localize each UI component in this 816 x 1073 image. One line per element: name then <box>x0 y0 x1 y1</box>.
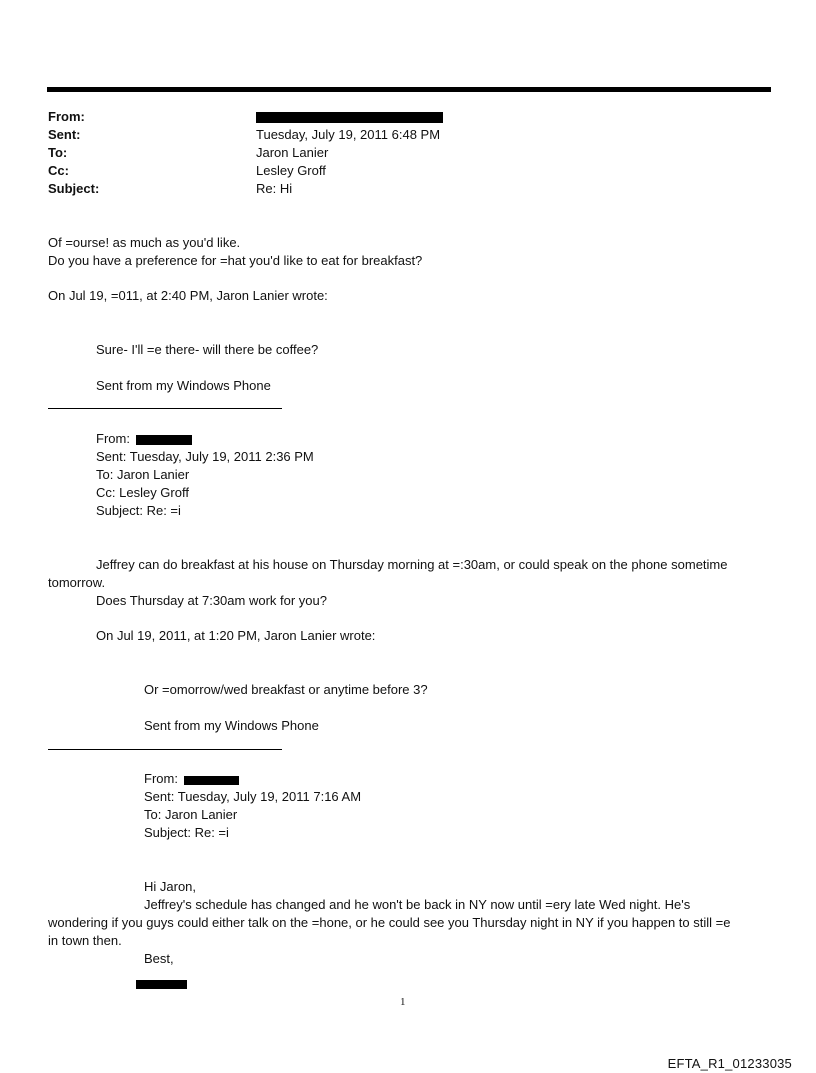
quote2-closing: Best, <box>144 951 174 966</box>
cc-label: Cc: <box>48 163 69 178</box>
separator-line <box>48 749 282 750</box>
to-label: To: <box>48 145 68 160</box>
signature-redacted <box>136 974 187 992</box>
quote1-text: Sure- I'll =e there- will there be coffee? <box>96 342 319 357</box>
quote1-from-label: From: <box>96 431 130 446</box>
body-line-2: Do you have a preference for =hat you'd like to eat for breakfast? <box>48 253 423 268</box>
from-label: From: <box>48 109 85 124</box>
quote1-cc: Cc: Lesley Groff <box>96 485 189 500</box>
separator-line <box>48 408 282 409</box>
quote1-intro: On Jul 19, =011, at 2:40 PM, Jaron Lanier wrote: <box>48 288 328 303</box>
subject-label: Subject: <box>48 181 100 196</box>
quote2-subject: Subject: Re: =i <box>144 825 229 840</box>
header-rule <box>47 87 771 92</box>
redaction-bar <box>136 435 192 445</box>
quote2-text: Or =omorrow/wed breakfast or anytime before 3? <box>144 682 428 697</box>
from-value-redacted <box>256 108 443 126</box>
quote2-para-line-b: wondering if you guys could either talk on the =hone, or he could see you Thursday night in NY if you happen to still =e <box>48 915 731 930</box>
quote1-signature: Sent from my Windows Phone <box>96 378 271 393</box>
quote2-intro: On Jul 19, 2011, at 1:20 PM, Jaron Lanier wrote: <box>96 628 376 643</box>
redaction-bar <box>256 112 443 123</box>
quote2-to: To: Jaron Lanier <box>144 807 238 822</box>
quote2-para-line-c: in town then. <box>48 933 122 948</box>
page-number: 1 <box>400 996 406 1008</box>
to-value: Jaron Lanier <box>256 145 329 160</box>
quote2-para-line-a: Jeffrey's schedule has changed and he won't be back in NY now until =ery late Wed night. He's <box>144 897 691 912</box>
quote2-from-label: From: <box>144 771 178 786</box>
quote2-sent: Sent: Tuesday, July 19, 2011 7:16 AM <box>144 789 362 804</box>
bates-number: EFTA_R1_01233035 <box>667 1056 792 1071</box>
sent-value: Tuesday, July 19, 2011 6:48 PM <box>256 127 441 142</box>
sent-label: Sent: <box>48 127 81 142</box>
quote2-signature: Sent from my Windows Phone <box>144 718 319 733</box>
redaction-bar <box>184 776 239 785</box>
quote1-from <box>96 430 192 448</box>
quote2-from <box>144 770 239 788</box>
quote1-para1-line-b: tomorrow. <box>48 575 106 590</box>
subject-value: Re: Hi <box>256 181 293 196</box>
quote1-para2: Does Thursday at 7:30am work for you? <box>96 593 327 608</box>
quote1-sent: Sent: Tuesday, July 19, 2011 2:36 PM <box>96 449 314 464</box>
quote1-para1-line-a: Jeffrey can do breakfast at his house on Thursday morning at =:30am, or could speak on the phone sometime <box>96 557 728 572</box>
quote1-subject: Subject: Re: =i <box>96 503 181 518</box>
quote1-to: To: Jaron Lanier <box>96 467 190 482</box>
cc-value: Lesley Groff <box>256 163 326 178</box>
redaction-bar <box>136 980 187 989</box>
body-line-1: Of =ourse! as much as you'd like. <box>48 235 241 250</box>
quote2-greeting: Hi Jaron, <box>144 879 197 894</box>
